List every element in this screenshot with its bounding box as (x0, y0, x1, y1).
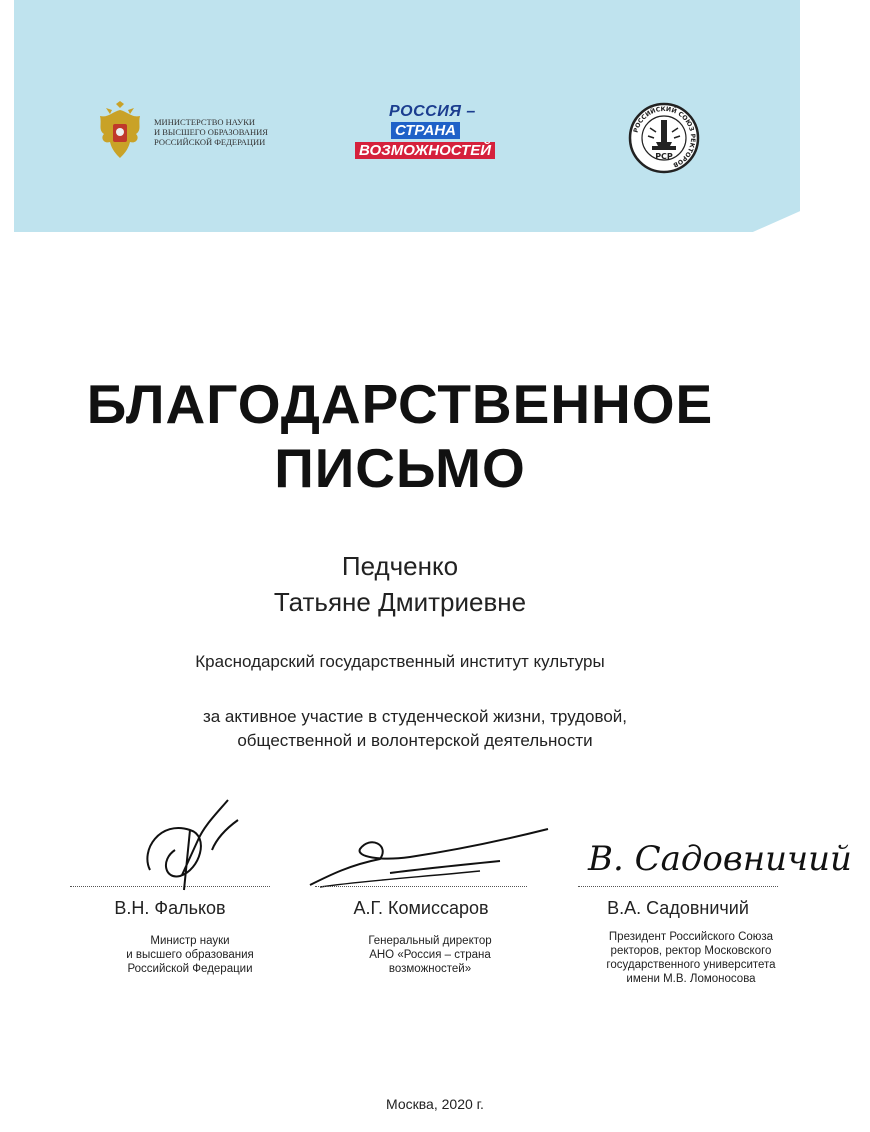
document-title (0, 372, 800, 500)
recipient-surname: Педченко (341, 551, 459, 581)
signatory-3-name: В.А. Садовничий (607, 898, 749, 918)
signatory-1-role-line-1: Министр науки (150, 935, 230, 947)
signature-komissarov (300, 815, 560, 895)
signatory-2-name: А.Г. Комиссаров (353, 898, 489, 918)
rsv-line-3: ВОЗМОЖНОСТЕЙ (355, 142, 495, 159)
title-line-1: БЛАГОДАРСТВЕННОЕ (86, 373, 714, 435)
signatory-2-role-line-2: АНО «Россия – страна (369, 949, 491, 961)
signature-falkov (120, 790, 260, 900)
rsv-line-2: СТРАНА (391, 122, 460, 139)
reason-line-1: за активное участие в студенческой жизни, трудовой, (202, 707, 628, 726)
ministry-line-1: МИНИСТЕРСТВО НАУКИ (154, 117, 256, 127)
reason-text (0, 705, 830, 753)
signatory-1-role-line-3: Российской Федерации (127, 963, 253, 975)
signatory-3-role-line-4: имени М.В. Ломоносова (626, 973, 756, 985)
rsr-ring-text: РОССИЙСКИЙ СОЮЗ РЕКТОРОВ (632, 105, 697, 169)
signatory-1-role (90, 934, 290, 976)
signatory-2-role (330, 934, 530, 976)
recipient-name (0, 548, 800, 620)
signatory-3-role-line-1: Президент Российского Союза (608, 931, 774, 943)
signature-line-1 (70, 886, 270, 887)
signatory-1-name: В.Н. Фальков (114, 898, 226, 918)
rsv-line-1: РОССИЯ – (389, 103, 476, 120)
recipient-given-names: Татьяне Дмитриевне (273, 587, 527, 617)
signature-line-2 (315, 886, 527, 887)
signatory-2-role-line-3: возможностей» (388, 963, 472, 975)
signature-sadovnichy-text: В. Садовничий (588, 839, 852, 879)
ministry-line-3: РОССИЙСКОЙ ФЕДЕРАЦИИ (154, 137, 266, 147)
ministry-line-2: И ВЫСШЕГО ОБРАЗОВАНИЯ (154, 127, 268, 137)
place-date: Москва, 2020 г. (386, 1096, 484, 1112)
institution: Краснодарский государственный институт культуры (195, 652, 605, 671)
signatory-3-role-line-3: государственного университета (606, 959, 776, 971)
ministry-logo (94, 100, 284, 164)
signatory-3-role (585, 930, 797, 986)
signatory-1-role-line-2: и высшего образования (126, 949, 254, 961)
rsr-emblem-icon (628, 102, 700, 174)
signature-sadovnichy (580, 820, 852, 890)
signatory-3-role-line-2: ректоров, ректор Московского (610, 945, 772, 957)
signature-line-3 (578, 886, 778, 887)
coat-of-arms-icon (94, 100, 146, 164)
rsv-logo (355, 104, 495, 160)
signatory-2-role-line-1: Генеральный директор (368, 935, 492, 947)
title-line-2: ПИСЬМО (274, 437, 526, 499)
reason-line-2: общественной и волонтерской деятельности (237, 731, 593, 750)
rsr-abbr: РСР (655, 152, 673, 161)
